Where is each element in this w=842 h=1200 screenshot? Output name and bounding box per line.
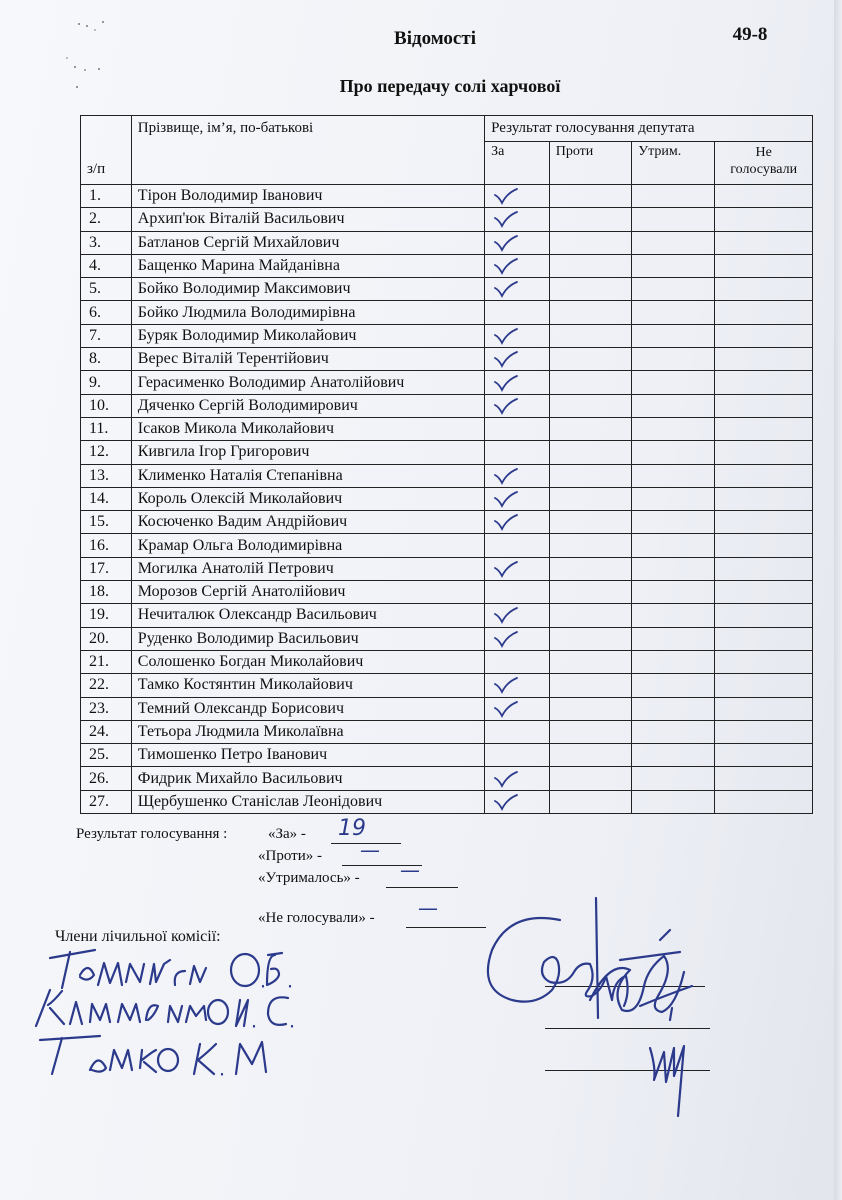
row-deputy-name: Щербушенко Станіслав Леонідович: [131, 790, 484, 813]
row-number: 13.: [81, 464, 132, 487]
row-deputy-name: Верес Віталій Терентійович: [131, 348, 484, 371]
row-deputy-name: Буряк Володимир Миколайович: [131, 324, 484, 347]
row-number: 19.: [81, 604, 132, 627]
row-deputy-name: Фидрик Михайло Васильович: [131, 767, 484, 790]
row-number: 25.: [81, 744, 132, 767]
handwritten-name-2: [36, 990, 292, 1027]
summary-ne-value: —: [418, 896, 438, 920]
row-deputy-name: Герасименко Володимир Анатолійович: [131, 371, 484, 394]
row-number: 16.: [81, 534, 132, 557]
row-deputy-name: Бойко Людмила Володимирівна: [131, 301, 484, 324]
row-deputy-name: Морозов Сергій Анатолійович: [131, 581, 484, 604]
row-number: 8.: [81, 348, 132, 371]
signature-3: [650, 1008, 684, 1116]
row-number: 6.: [81, 301, 132, 324]
row-number: 26.: [81, 767, 132, 790]
row-number: 24.: [81, 720, 132, 743]
handwritten-name-1: [50, 950, 290, 988]
document-subtitle: Про передачу солі харчової: [339, 76, 561, 96]
header-proty: Проти: [549, 142, 631, 185]
row-number: 20.: [81, 627, 132, 650]
summary-utrym-value: —: [400, 858, 420, 882]
row-number: 11.: [81, 417, 132, 440]
row-deputy-name: Ісаков Микола Миколайович: [131, 417, 484, 440]
row-deputy-name: Король Олексій Миколайович: [131, 487, 484, 510]
row-deputy-name: Клименко Наталія Степанівна: [131, 464, 484, 487]
summary-ne-label: «Не голосували» -: [258, 910, 375, 926]
row-number: 27.: [81, 790, 132, 813]
row-deputy-name: Бойко Володимир Максимович: [131, 278, 484, 301]
row-number: 14.: [81, 487, 132, 510]
row-deputy-name: Архип'юк Віталій Васильович: [131, 208, 484, 231]
row-deputy-name: Косюченко Вадим Андрійович: [131, 511, 484, 534]
row-deputy-name: Кивгила Ігор Григорович: [131, 441, 484, 464]
summary-proty-label: «Проти» -: [258, 848, 322, 864]
row-deputy-name: Солошенко Богдан Миколайович: [131, 650, 484, 673]
row-number: 10.: [81, 394, 132, 417]
row-number: 23.: [81, 697, 132, 720]
header-ne-line2: голосували: [730, 162, 798, 177]
handwritten-name-3: [40, 1036, 266, 1075]
header-utrym: Утрим.: [632, 142, 715, 185]
row-number: 1.: [81, 185, 132, 208]
document-title: Відомості: [394, 28, 476, 49]
row-number: 3.: [81, 231, 132, 254]
row-number: 15.: [81, 511, 132, 534]
row-deputy-name: Тимошенко Петро Іванович: [131, 744, 484, 767]
row-deputy-name: Тетьора Людмила Миколаївна: [131, 720, 484, 743]
row-deputy-name: Дяченко Сергій Володимирович: [131, 394, 484, 417]
row-number: 21.: [81, 650, 132, 673]
row-number: 17.: [81, 557, 132, 580]
row-number: 22.: [81, 674, 132, 697]
header-ne-line1: Не: [755, 145, 772, 160]
summary-proty-value: —: [360, 838, 380, 862]
header-za: За: [485, 142, 550, 185]
row-deputy-name: Руденко Володимир Васильович: [131, 627, 484, 650]
commission-label: Члени лічильної комісії:: [55, 928, 221, 945]
row-deputy-name: Тамко Костянтин Миколайович: [131, 674, 484, 697]
row-deputy-name: Темний Олександр Борисович: [131, 697, 484, 720]
signature-1: [488, 898, 680, 1018]
row-deputy-name: Бащенко Марина Майданівна: [131, 254, 484, 277]
row-number: 5.: [81, 278, 132, 301]
row-deputy-name: Батланов Сергій Михайлович: [131, 231, 484, 254]
summary-label: Результат голосування :: [76, 826, 228, 842]
row-deputy-name: Крамар Ольга Володимирівна: [131, 534, 484, 557]
row-number: 18.: [81, 581, 132, 604]
summary-utrym-label: «Утрималось» -: [258, 870, 360, 886]
row-number: 2.: [81, 208, 132, 231]
row-number: 7.: [81, 324, 132, 347]
header-name: Прізвище, ім’я, по-батькові: [131, 116, 484, 185]
summary-za-value: 19: [338, 816, 366, 841]
row-number: 4.: [81, 254, 132, 277]
row-number: 12.: [81, 441, 132, 464]
row-deputy-name: Тірон Володимир Іванович: [131, 185, 484, 208]
document-number: 49-8: [732, 24, 768, 45]
summary-za-label: «За» -: [268, 826, 306, 842]
header-number: з/п: [81, 116, 132, 185]
row-number: 9.: [81, 371, 132, 394]
row-deputy-name: Нечиталюк Олександр Васильович: [131, 604, 484, 627]
row-deputy-name: Могилка Анатолій Петрович: [131, 557, 484, 580]
signature-2: [590, 930, 692, 1012]
header-result: Результат голосування депутата: [485, 116, 813, 142]
